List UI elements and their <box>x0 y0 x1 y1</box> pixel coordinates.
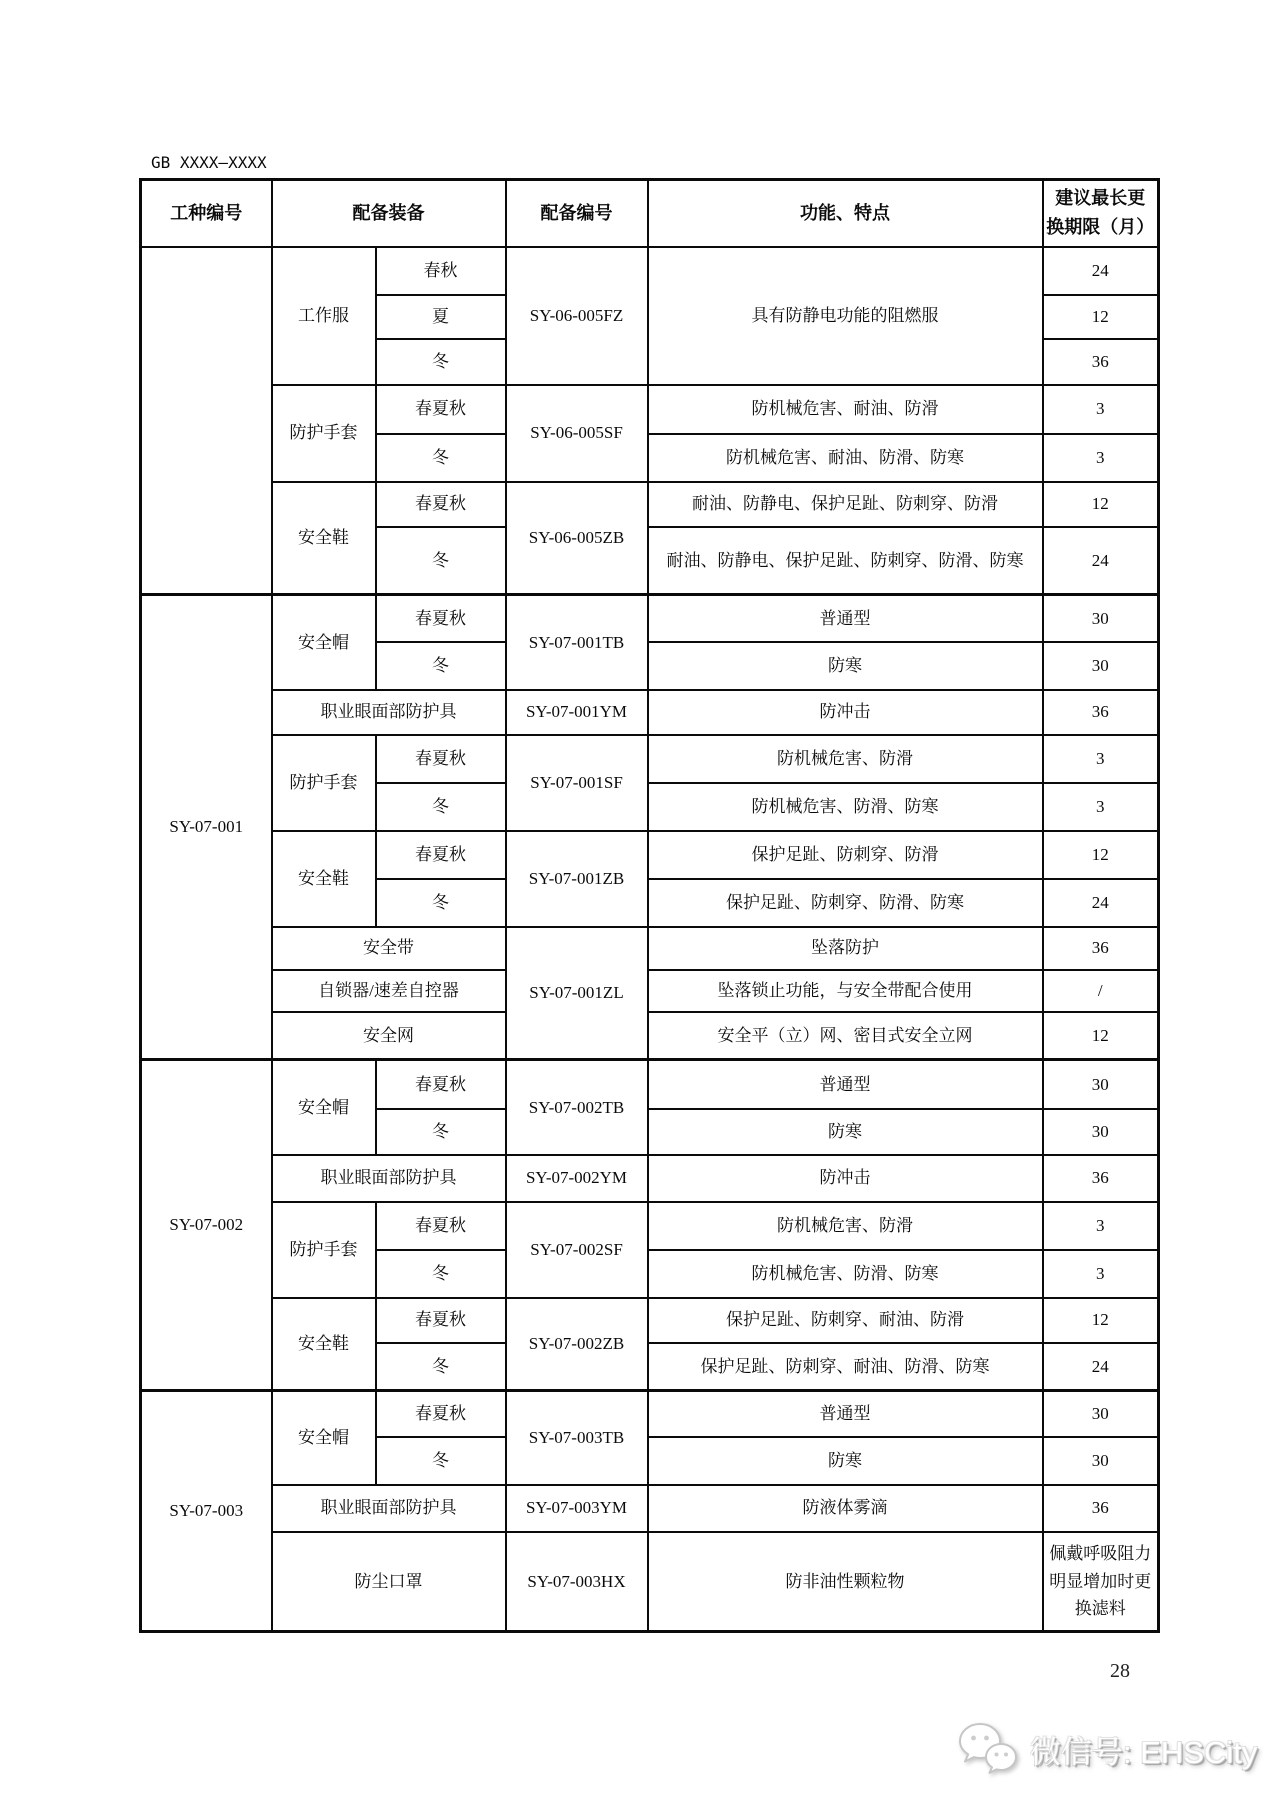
cell-replacement-term: 36 <box>1043 339 1159 385</box>
table-row <box>141 1391 1159 1437</box>
cell-season: 春秋 <box>376 247 506 295</box>
table-row <box>141 1155 1159 1202</box>
cell-replacement-term: 36 <box>1043 1155 1159 1202</box>
cell-equipment-code: SY-07-002ZB <box>506 1298 648 1391</box>
cell-feature: 防液体雾滴 <box>648 1485 1043 1532</box>
cell-feature: 普通型 <box>648 595 1043 642</box>
table-row <box>141 1298 1159 1343</box>
cell-feature: 防冲击 <box>648 1155 1043 1202</box>
cell-season: 冬 <box>376 1343 506 1391</box>
cell-feature: 防机械危害、耐油、防滑 <box>648 385 1043 434</box>
cell-replacement-term: 3 <box>1043 783 1159 831</box>
col-header-job-no: 工种编号 <box>141 180 272 247</box>
cell-replacement-term: 30 <box>1043 1391 1159 1437</box>
cell-season: 冬 <box>376 1109 506 1155</box>
cell-feature: 防冲击 <box>648 690 1043 735</box>
cell-season: 春夏秋 <box>376 831 506 879</box>
col-header-term <box>1043 180 1159 247</box>
table-row <box>141 970 1159 1012</box>
cell-equipment-name: 安全帽 <box>272 595 376 690</box>
cell-replacement-term: 30 <box>1043 1060 1159 1109</box>
cell-feature: 防机械危害、防滑 <box>648 735 1043 783</box>
cell-feature: 普通型 <box>648 1391 1043 1437</box>
table-row <box>141 927 1159 970</box>
table-row <box>141 735 1159 783</box>
cell-equipment-name: 防护手套 <box>272 735 376 831</box>
page-number: 28 <box>1110 1660 1130 1682</box>
table-row <box>141 1532 1159 1632</box>
cell-feature: 防机械危害、防滑、防寒 <box>648 1250 1043 1298</box>
cell-season: 春夏秋 <box>376 1060 506 1109</box>
table-row <box>141 595 1159 642</box>
cell-feature: 防寒 <box>648 642 1043 690</box>
table-row <box>141 1202 1159 1250</box>
cell-replacement-term: 佩戴呼吸阻力明显增加时更换滤料 <box>1043 1532 1159 1632</box>
cell-replacement-term: 12 <box>1043 1298 1159 1343</box>
cell-equipment-code: SY-07-001ZL <box>506 927 648 1060</box>
cell-season: 夏 <box>376 295 506 339</box>
cell-replacement-term: 3 <box>1043 735 1159 783</box>
cell-feature: 防寒 <box>648 1437 1043 1485</box>
cell-replacement-term: 36 <box>1043 690 1159 735</box>
table-row <box>141 1485 1159 1532</box>
cell-equipment-name: 防护手套 <box>272 1202 376 1298</box>
cell-equipment-name: 安全带 <box>272 927 506 970</box>
table-row <box>141 1060 1159 1109</box>
cell-feature: 具有防静电功能的阻燃服 <box>648 247 1043 385</box>
cell-feature: 耐油、防静电、保护足趾、防刺穿、防滑 <box>648 482 1043 527</box>
cell-job-no: SY-07-003 <box>141 1391 272 1632</box>
standard-code-label: GB XXXX—XXXX <box>151 153 267 172</box>
cell-equipment-code: SY-07-002YM <box>506 1155 648 1202</box>
cell-replacement-term: 3 <box>1043 1202 1159 1250</box>
cell-feature: 防机械危害、耐油、防滑、防寒 <box>648 434 1043 482</box>
cell-replacement-term: 24 <box>1043 1343 1159 1391</box>
cell-equipment-name: 安全鞋 <box>272 831 376 927</box>
cell-equipment-name: 安全鞋 <box>272 1298 376 1391</box>
cell-season: 冬 <box>376 527 506 595</box>
cell-feature: 保护足趾、防刺穿、耐油、防滑、防寒 <box>648 1343 1043 1391</box>
cell-season: 春夏秋 <box>376 735 506 783</box>
cell-season: 冬 <box>376 339 506 385</box>
cell-replacement-term: 24 <box>1043 879 1159 927</box>
cell-replacement-term: 12 <box>1043 831 1159 879</box>
cell-equipment-code: SY-07-001YM <box>506 690 648 735</box>
cell-feature: 普通型 <box>648 1060 1043 1109</box>
cell-equipment-code: SY-07-002SF <box>506 1202 648 1298</box>
cell-season: 春夏秋 <box>376 1391 506 1437</box>
cell-season: 冬 <box>376 434 506 482</box>
cell-feature: 坠落防护 <box>648 927 1043 970</box>
cell-equipment-name: 职业眼面部防护具 <box>272 1485 506 1532</box>
cell-equipment-name: 自锁器/速差自控器 <box>272 970 506 1012</box>
cell-feature: 防机械危害、防滑 <box>648 1202 1043 1250</box>
ppe-equipment-table <box>139 178 1160 1633</box>
cell-feature: 保护足趾、防刺穿、耐油、防滑 <box>648 1298 1043 1343</box>
cell-feature: 安全平（立）网、密目式安全立网 <box>648 1012 1043 1060</box>
cell-equipment-name: 工作服 <box>272 247 376 385</box>
cell-equipment-name: 安全鞋 <box>272 482 376 595</box>
col-header-equip-no: 配备编号 <box>506 180 648 247</box>
cell-season: 冬 <box>376 1250 506 1298</box>
cell-replacement-term: 30 <box>1043 595 1159 642</box>
col-header-term-line2: 换期限（月） <box>1046 217 1155 238</box>
cell-equipment-code: SY-07-001SF <box>506 735 648 831</box>
cell-season: 冬 <box>376 879 506 927</box>
cell-replacement-term: 3 <box>1043 434 1159 482</box>
cell-season: 春夏秋 <box>376 482 506 527</box>
cell-equipment-name: 安全帽 <box>272 1391 376 1485</box>
cell-replacement-term: 30 <box>1043 1109 1159 1155</box>
cell-feature: 保护足趾、防刺穿、防滑 <box>648 831 1043 879</box>
cell-feature: 防寒 <box>648 1109 1043 1155</box>
cell-replacement-term: 36 <box>1043 1485 1159 1532</box>
cell-equipment-code: SY-07-001ZB <box>506 831 648 927</box>
cell-equipment-code: SY-06-005SF <box>506 385 648 482</box>
cell-equipment-name: 职业眼面部防护具 <box>272 690 506 735</box>
cell-equipment-code: SY-07-003HX <box>506 1532 648 1632</box>
cell-equipment-code: SY-06-005ZB <box>506 482 648 595</box>
cell-replacement-term: 12 <box>1043 295 1159 339</box>
wechat-account-label: 微信号: EHSCity <box>1030 1734 1258 1770</box>
cell-job-no <box>141 247 272 595</box>
table-row <box>141 385 1159 434</box>
cell-equipment-name: 防护手套 <box>272 385 376 482</box>
cell-job-no: SY-07-001 <box>141 595 272 1060</box>
cell-feature: 耐油、防静电、保护足趾、防刺穿、防滑、防寒 <box>648 527 1043 595</box>
table-row <box>141 831 1159 879</box>
cell-equipment-name: 职业眼面部防护具 <box>272 1155 506 1202</box>
cell-equipment-name: 防尘口罩 <box>272 1532 506 1632</box>
cell-replacement-term: 12 <box>1043 482 1159 527</box>
cell-equipment-code: SY-07-003YM <box>506 1485 648 1532</box>
cell-feature: 防非油性颗粒物 <box>648 1532 1043 1632</box>
cell-feature: 坠落锁止功能，与安全带配合使用 <box>648 970 1043 1012</box>
table-row <box>141 247 1159 295</box>
wechat-icon <box>956 1722 1020 1776</box>
cell-replacement-term: 12 <box>1043 1012 1159 1060</box>
cell-replacement-term: / <box>1043 970 1159 1012</box>
table-row <box>141 1012 1159 1060</box>
cell-equipment-code: SY-07-001TB <box>506 595 648 690</box>
cell-feature: 保护足趾、防刺穿、防滑、防寒 <box>648 879 1043 927</box>
table-row <box>141 482 1159 527</box>
cell-equipment-code: SY-07-002TB <box>506 1060 648 1155</box>
cell-replacement-term: 24 <box>1043 247 1159 295</box>
cell-season: 冬 <box>376 783 506 831</box>
cell-replacement-term: 30 <box>1043 642 1159 690</box>
table-header-row <box>141 180 1159 247</box>
cell-equipment-name: 安全帽 <box>272 1060 376 1155</box>
cell-season: 冬 <box>376 642 506 690</box>
cell-replacement-term: 30 <box>1043 1437 1159 1485</box>
cell-equipment-name: 安全网 <box>272 1012 506 1060</box>
cell-season: 春夏秋 <box>376 595 506 642</box>
cell-equipment-code: SY-06-005FZ <box>506 247 648 385</box>
col-header-term-line1: 建议最长更 <box>1055 187 1146 208</box>
cell-replacement-term: 24 <box>1043 527 1159 595</box>
cell-equipment-code: SY-07-003TB <box>506 1391 648 1485</box>
table-row <box>141 690 1159 735</box>
cell-season: 春夏秋 <box>376 1298 506 1343</box>
cell-replacement-term: 3 <box>1043 385 1159 434</box>
cell-season: 春夏秋 <box>376 1202 506 1250</box>
cell-feature: 防机械危害、防滑、防寒 <box>648 783 1043 831</box>
col-header-equipment: 配备装备 <box>272 180 506 247</box>
col-header-features: 功能、特点 <box>648 180 1043 247</box>
cell-replacement-term: 3 <box>1043 1250 1159 1298</box>
wechat-footer <box>956 1722 1257 1776</box>
cell-replacement-term: 36 <box>1043 927 1159 970</box>
cell-season: 冬 <box>376 1437 506 1485</box>
cell-job-no: SY-07-002 <box>141 1060 272 1391</box>
cell-season: 春夏秋 <box>376 385 506 434</box>
